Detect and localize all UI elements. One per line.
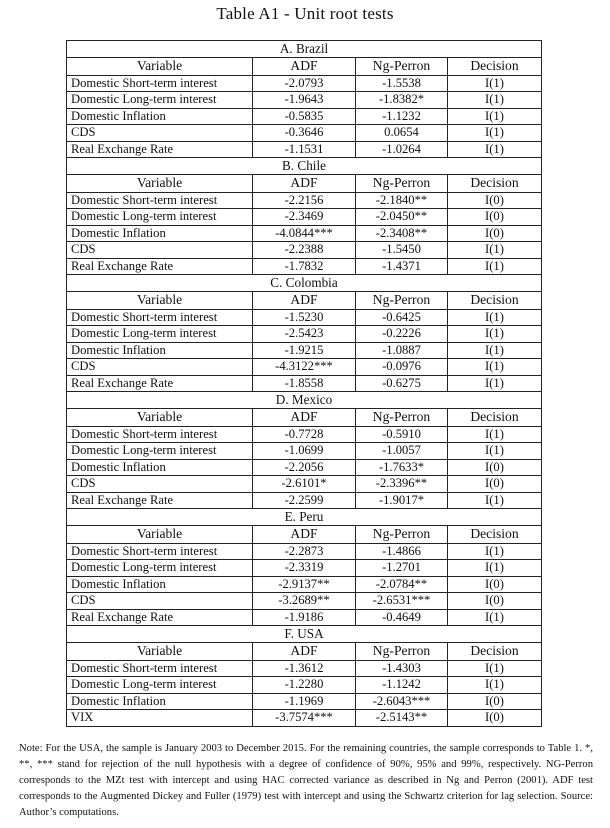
cell-decision: I(1) xyxy=(448,426,542,443)
cell-adf: -1.7832 xyxy=(253,258,356,275)
column-header-ng-perron: Ng-Perron xyxy=(356,525,448,543)
section-header-row xyxy=(67,275,542,292)
table-row xyxy=(67,609,542,626)
cell-adf: -1.1969 xyxy=(253,693,356,710)
cell-decision: I(1) xyxy=(448,359,542,376)
cell-variable: Domestic Long-term interest xyxy=(67,677,253,694)
cell-ng-perron: -1.0264 xyxy=(356,141,448,158)
cell-ng-perron: -1.4371 xyxy=(356,258,448,275)
cell-adf: -3.7574*** xyxy=(253,710,356,727)
table-row xyxy=(67,693,542,710)
cell-ng-perron: -1.5538 xyxy=(356,75,448,92)
cell-ng-perron: 0.0654 xyxy=(356,125,448,142)
cell-decision: I(1) xyxy=(448,108,542,125)
cell-decision: I(0) xyxy=(448,209,542,226)
column-header-variable: Variable xyxy=(67,408,253,426)
column-header-adf: ADF xyxy=(253,408,356,426)
cell-ng-perron: -1.4866 xyxy=(356,543,448,560)
column-header-variable: Variable xyxy=(67,642,253,660)
cell-decision: I(1) xyxy=(448,677,542,694)
table-row xyxy=(67,209,542,226)
cell-decision: I(1) xyxy=(448,258,542,275)
cell-adf: -4.3122*** xyxy=(253,359,356,376)
cell-ng-perron: -0.0976 xyxy=(356,359,448,376)
table-row xyxy=(67,677,542,694)
cell-variable: Domestic Short-term interest xyxy=(67,309,253,326)
cell-variable: Domestic Short-term interest xyxy=(67,192,253,209)
cell-adf: -1.9186 xyxy=(253,609,356,626)
table-row xyxy=(67,426,542,443)
column-header-decision: Decision xyxy=(448,174,542,192)
cell-decision: I(0) xyxy=(448,459,542,476)
cell-ng-perron: -2.0450** xyxy=(356,209,448,226)
cell-variable: Domestic Short-term interest xyxy=(67,75,253,92)
section-title: C. Colombia xyxy=(67,275,542,292)
unit-root-table xyxy=(66,40,542,727)
cell-variable: Real Exchange Rate xyxy=(67,609,253,626)
cell-ng-perron: -1.0887 xyxy=(356,342,448,359)
cell-variable: Domestic Inflation xyxy=(67,576,253,593)
section-title: F. USA xyxy=(67,626,542,643)
section-header-row xyxy=(67,509,542,526)
cell-variable: Real Exchange Rate xyxy=(67,375,253,392)
table-row xyxy=(67,342,542,359)
cell-ng-perron: -2.3408** xyxy=(356,225,448,242)
table-row xyxy=(67,492,542,509)
cell-decision: I(1) xyxy=(448,125,542,142)
cell-ng-perron: -1.1232 xyxy=(356,108,448,125)
column-header-decision: Decision xyxy=(448,642,542,660)
cell-decision: I(0) xyxy=(448,693,542,710)
cell-ng-perron: -1.4303 xyxy=(356,660,448,677)
cell-variable: CDS xyxy=(67,242,253,259)
cell-adf: -2.2056 xyxy=(253,459,356,476)
column-header-ng-perron: Ng-Perron xyxy=(356,291,448,309)
cell-ng-perron: -1.9017* xyxy=(356,492,448,509)
table-row xyxy=(67,359,542,376)
cell-ng-perron: -1.1242 xyxy=(356,677,448,694)
cell-ng-perron: -0.4649 xyxy=(356,609,448,626)
cell-decision: I(0) xyxy=(448,192,542,209)
cell-ng-perron: -1.7633* xyxy=(356,459,448,476)
table-row xyxy=(67,443,542,460)
table-row xyxy=(67,593,542,610)
table-row xyxy=(67,375,542,392)
section-title: B. Chile xyxy=(67,158,542,175)
table-title: Table A1 - Unit root tests xyxy=(216,4,394,23)
cell-decision: I(1) xyxy=(448,560,542,577)
cell-variable: Domestic Inflation xyxy=(67,108,253,125)
cell-adf: -4.0844*** xyxy=(253,225,356,242)
cell-variable: Domestic Short-term interest xyxy=(67,660,253,677)
column-header-decision: Decision xyxy=(448,291,542,309)
column-header-row xyxy=(67,642,542,660)
column-header-adf: ADF xyxy=(253,525,356,543)
cell-decision: I(1) xyxy=(448,609,542,626)
table-row xyxy=(67,192,542,209)
table-body xyxy=(67,41,542,727)
cell-adf: -2.6101* xyxy=(253,476,356,493)
cell-ng-perron: -2.6043*** xyxy=(356,693,448,710)
table-row xyxy=(67,125,542,142)
column-header-ng-perron: Ng-Perron xyxy=(356,174,448,192)
column-header-ng-perron: Ng-Perron xyxy=(356,642,448,660)
cell-decision: I(1) xyxy=(448,492,542,509)
cell-decision: I(1) xyxy=(448,342,542,359)
cell-adf: -2.2388 xyxy=(253,242,356,259)
cell-decision: I(1) xyxy=(448,242,542,259)
cell-variable: Domestic Short-term interest xyxy=(67,426,253,443)
cell-adf: -1.8558 xyxy=(253,375,356,392)
cell-ng-perron: -0.2226 xyxy=(356,326,448,343)
cell-adf: -2.3319 xyxy=(253,560,356,577)
cell-adf: -3.2689** xyxy=(253,593,356,610)
cell-adf: -1.9643 xyxy=(253,92,356,109)
cell-ng-perron: -1.2701 xyxy=(356,560,448,577)
cell-decision: I(0) xyxy=(448,593,542,610)
cell-ng-perron: -0.5910 xyxy=(356,426,448,443)
cell-decision: I(1) xyxy=(448,443,542,460)
cell-decision: I(0) xyxy=(448,476,542,493)
cell-decision: I(1) xyxy=(448,309,542,326)
cell-ng-perron: -1.5450 xyxy=(356,242,448,259)
cell-adf: -1.5230 xyxy=(253,309,356,326)
table-row xyxy=(67,560,542,577)
cell-adf: -2.0793 xyxy=(253,75,356,92)
cell-variable: Domestic Inflation xyxy=(67,459,253,476)
cell-variable: Real Exchange Rate xyxy=(67,258,253,275)
table-row xyxy=(67,576,542,593)
cell-adf: -2.3469 xyxy=(253,209,356,226)
cell-variable: Domestic Short-term interest xyxy=(67,543,253,560)
cell-adf: -1.0699 xyxy=(253,443,356,460)
column-header-adf: ADF xyxy=(253,57,356,75)
table-row xyxy=(67,225,542,242)
column-header-decision: Decision xyxy=(448,408,542,426)
cell-ng-perron: -2.6531*** xyxy=(356,593,448,610)
column-header-variable: Variable xyxy=(67,525,253,543)
cell-adf: -1.2280 xyxy=(253,677,356,694)
cell-decision: I(0) xyxy=(448,576,542,593)
section-title: D. Mexico xyxy=(67,392,542,409)
table-row xyxy=(67,543,542,560)
table-row xyxy=(67,141,542,158)
cell-adf: -1.1531 xyxy=(253,141,356,158)
section-title: A. Brazil xyxy=(67,41,542,58)
cell-decision: I(1) xyxy=(448,92,542,109)
column-header-adf: ADF xyxy=(253,174,356,192)
cell-adf: -0.3646 xyxy=(253,125,356,142)
cell-variable: Domestic Long-term interest xyxy=(67,560,253,577)
cell-decision: I(1) xyxy=(448,375,542,392)
cell-ng-perron: -1.8382* xyxy=(356,92,448,109)
cell-adf: -2.9137** xyxy=(253,576,356,593)
table-row xyxy=(67,710,542,727)
cell-variable: VIX xyxy=(67,710,253,727)
table-row xyxy=(67,92,542,109)
cell-variable: CDS xyxy=(67,593,253,610)
cell-variable: Domestic Long-term interest xyxy=(67,92,253,109)
section-header-row xyxy=(67,626,542,643)
column-header-decision: Decision xyxy=(448,525,542,543)
cell-ng-perron: -2.1840** xyxy=(356,192,448,209)
cell-variable: Domestic Inflation xyxy=(67,693,253,710)
column-header-variable: Variable xyxy=(67,174,253,192)
cell-decision: I(1) xyxy=(448,75,542,92)
cell-adf: -1.3612 xyxy=(253,660,356,677)
cell-adf: -2.2156 xyxy=(253,192,356,209)
cell-variable: Domestic Inflation xyxy=(67,342,253,359)
cell-ng-perron: -2.5143** xyxy=(356,710,448,727)
section-header-row xyxy=(67,41,542,58)
column-header-row xyxy=(67,57,542,75)
column-header-variable: Variable xyxy=(67,291,253,309)
column-header-ng-perron: Ng-Perron xyxy=(356,408,448,426)
table-row xyxy=(67,75,542,92)
table-row xyxy=(67,476,542,493)
cell-decision: I(1) xyxy=(448,326,542,343)
cell-variable: CDS xyxy=(67,125,253,142)
column-header-decision: Decision xyxy=(448,57,542,75)
cell-variable: Real Exchange Rate xyxy=(67,492,253,509)
table-row xyxy=(67,258,542,275)
cell-adf: -2.2873 xyxy=(253,543,356,560)
cell-ng-perron: -0.6425 xyxy=(356,309,448,326)
column-header-ng-perron: Ng-Perron xyxy=(356,57,448,75)
cell-decision: I(0) xyxy=(448,710,542,727)
table-row xyxy=(67,326,542,343)
cell-variable: CDS xyxy=(67,359,253,376)
cell-decision: I(1) xyxy=(448,141,542,158)
table-row xyxy=(67,309,542,326)
cell-ng-perron: -2.0784** xyxy=(356,576,448,593)
cell-variable: CDS xyxy=(67,476,253,493)
cell-adf: -2.5423 xyxy=(253,326,356,343)
column-header-row xyxy=(67,174,542,192)
table-row xyxy=(67,459,542,476)
section-header-row xyxy=(67,158,542,175)
section-title: E. Peru xyxy=(67,509,542,526)
table-row xyxy=(67,660,542,677)
column-header-adf: ADF xyxy=(253,291,356,309)
column-header-row xyxy=(67,408,542,426)
cell-variable: Domestic Long-term interest xyxy=(67,209,253,226)
cell-adf: -2.2599 xyxy=(253,492,356,509)
column-header-variable: Variable xyxy=(67,57,253,75)
column-header-adf: ADF xyxy=(253,642,356,660)
cell-adf: -1.9215 xyxy=(253,342,356,359)
table-note: Note: For the USA, the sample is January 2003 to December 2015. For the remaining countries, the sample corresponds to Table 1. *, **, *** stand for rejection of the null hypothesis with a degree of confidence of 90%, 95% and 99%, respectively. NG-Perron corresponds to the MZt test with intercept and using HAC corrected variance as described in Ng and Perron (2001). ADF test corresponds to the Augmented Dickey and Fuller (1979) test with intercept and using the Schwartz criterion for lag selection. Source: Author’s computations. xyxy=(19,743,593,818)
column-header-row xyxy=(67,291,542,309)
cell-variable: Domestic Inflation xyxy=(67,225,253,242)
cell-decision: I(0) xyxy=(448,225,542,242)
section-header-row xyxy=(67,392,542,409)
cell-adf: -0.5835 xyxy=(253,108,356,125)
cell-ng-perron: -0.6275 xyxy=(356,375,448,392)
table-row xyxy=(67,108,542,125)
cell-decision: I(1) xyxy=(448,543,542,560)
cell-variable: Domestic Long-term interest xyxy=(67,326,253,343)
cell-decision: I(1) xyxy=(448,660,542,677)
cell-ng-perron: -1.0057 xyxy=(356,443,448,460)
table-row xyxy=(67,242,542,259)
cell-ng-perron: -2.3396** xyxy=(356,476,448,493)
column-header-row xyxy=(67,525,542,543)
cell-adf: -0.7728 xyxy=(253,426,356,443)
cell-variable: Real Exchange Rate xyxy=(67,141,253,158)
cell-variable: Domestic Long-term interest xyxy=(67,443,253,460)
